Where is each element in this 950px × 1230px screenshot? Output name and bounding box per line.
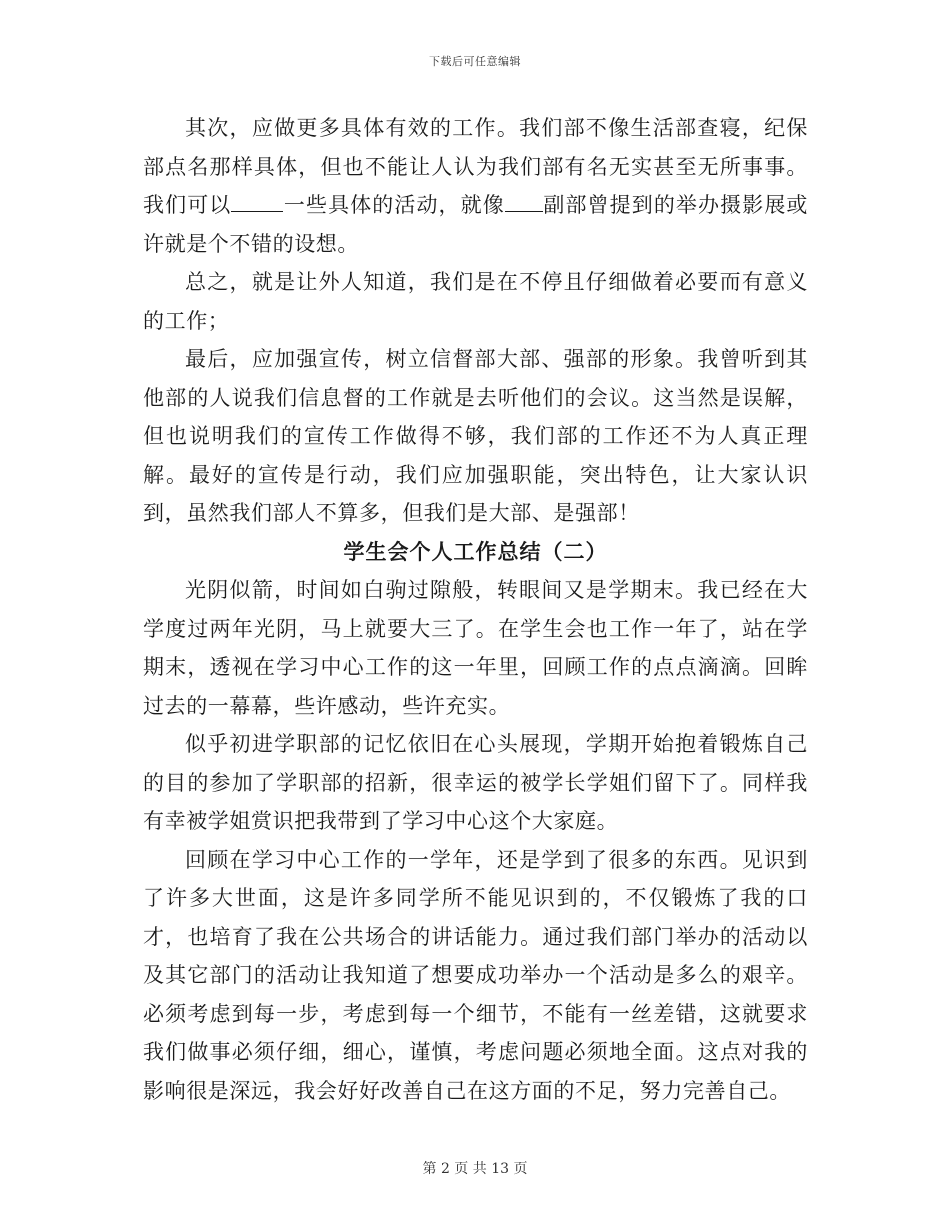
paragraph-first-joined: 似乎初进学职部的记忆依旧在心头展现，学期开始抱着锻炼自己的目的参加了学职部的招新，很幸运的被学长学姐们留下了。同样我有幸被学姐赏识把我带到了学习中心这个大家庭。 (143, 732, 808, 833)
paragraph-text: 一些具体的活动，就像 (283, 193, 505, 217)
fill-in-blank (505, 193, 543, 212)
page-header-note: 下载后可任意编辑 (429, 55, 521, 68)
paragraph-review: 回顾在学习中心工作的一学年，还是学到了很多的东西。见识到了许多大世面，这是许多同学所不能见识到的，不仅锻炼了我的口才，也培育了我在公共场合的讲话能力。通过我们部门举办的活动以及其它部门的活动让我知道了想要成功举办一个活动是多么的艰辛。必须考虑到每一步，考虑到每一个细节，不能有一丝差错，这就要求我们做事必须仔细，细心，谨慎，考虑问题必须地全面。这点对我的影响很是深远，我会好好改善自己在这方面的不足，努力完善自己。 (143, 847, 808, 1103)
paragraph-in-summary: 总之，就是让外人知道，我们是在不停且仔细做着必要而有意义的工作； (143, 270, 808, 333)
paragraph-finally: 最后，应加强宣传，树立信督部大部、强部的形象。我曾听到其他部的人说我们信息督的工作就是去听他们的会议。这当然是误解，但也说明我们的宣传工作做得不够，我们部的工作还不为人真正理解。最好的宣传是行动，我们应加强职能，突出特色，让大家认识到，虽然我们部人不算多，但我们是大部、是强部！ (143, 347, 808, 525)
paragraph-secondly (143, 109, 808, 263)
page-number-footer: 第 2 页 共 13 页 (422, 1161, 528, 1177)
section-title: 学生会个人工作总结（二） (343, 538, 608, 564)
fill-in-blank (231, 193, 283, 212)
paragraph-text: 其次，应做更多具体有效的工作。我们部不像生活部查寝，纪保部点名那样具体，但也不能让人认为我们部有名无实甚至无所事事。我们可以 (143, 116, 808, 217)
paragraph-text: 副部曾提到的举办摄影展或许就是个不错的设想。 (143, 193, 809, 256)
paragraph-time-flies: 光阴似箭，时间如白驹过隙般，转眼间又是学期末。我已经在大学度过两年光阴，马上就要大三了。在学生会也工作一年了，站在学期末，透视在学习中心工作的这一年里，回顾工作的点点滴滴。回眸过去的一幕幕，些许感动，些许充实。 (143, 578, 808, 718)
document-body (143, 109, 808, 1110)
